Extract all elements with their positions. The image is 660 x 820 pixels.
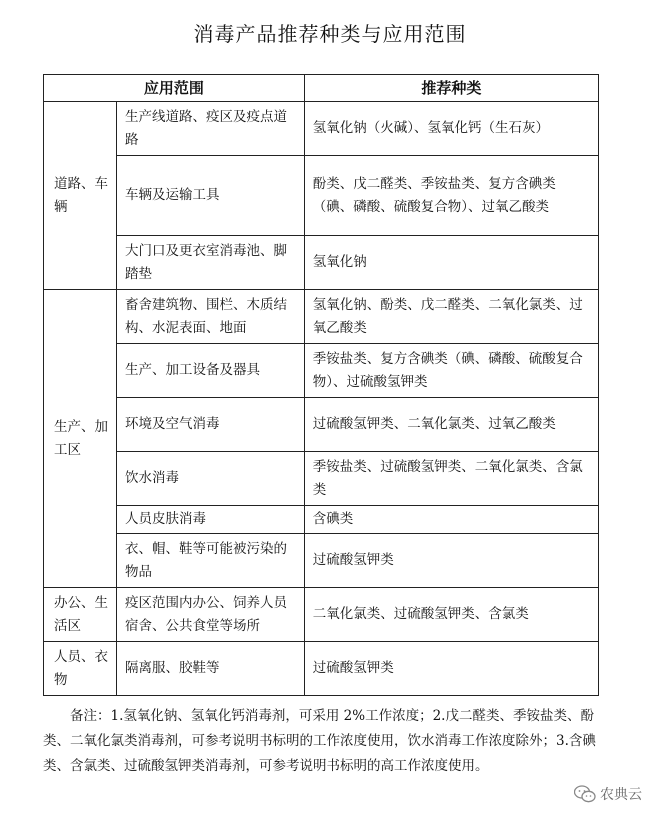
- table-row: [44, 156, 599, 236]
- table-row: [44, 290, 599, 344]
- table-row: [44, 344, 599, 398]
- scope-cell: 隔离服、胶鞋等: [117, 642, 305, 696]
- table-row: [44, 642, 599, 696]
- scope-cell: 人员皮肤消毒: [117, 506, 305, 534]
- kind-cell: 氢氧化钠、酚类、戊二醛类、二氧化氯类、过氧乙酸类: [304, 290, 598, 344]
- header-scope: 应用范围: [44, 75, 305, 102]
- kind-cell: 过硫酸氢钾类: [304, 642, 598, 696]
- kind-cell: 过硫酸氢钾类、二氧化氯类、过氧乙酸类: [304, 398, 598, 452]
- scope-cell: 环境及空气消毒: [117, 398, 305, 452]
- table-row: [44, 102, 599, 156]
- page-title: 消毒产品推荐种类与应用范围: [193, 22, 467, 46]
- kind-cell: 季铵盐类、过硫酸氢钾类、二氧化氯类、含氯类: [304, 452, 598, 506]
- table-row: [44, 588, 599, 642]
- kind-cell: 酚类、戊二醛类、季铵盐类、复方含碘类（碘、磷酸、硫酸复合物）、过氧乙酸类: [304, 156, 598, 236]
- kind-cell: 二氧化氯类、过硫酸氢钾类、含氯类: [304, 588, 598, 642]
- kind-cell: 季铵盐类、复方含碘类（碘、磷酸、硫酸复合物）、过硫酸氢钾类: [304, 344, 598, 398]
- table-row: [44, 398, 599, 452]
- table-row: [44, 506, 599, 534]
- footnote: 备注：1.氢氧化钠、氢氧化钙消毒剂，可采用 2%工作浓度；2.戊二醛类、季铵盐类、酚类、二氧化氯类消毒剂，可参考说明书标明的工作浓度使用，饮水消毒工作浓度除外；3.含碘类、含氯类、过硫酸氢钾类消毒剂，可参考说明书标明的高工作浓度使用。: [43, 708, 596, 774]
- scope-cell: 车辆及运输工具: [117, 156, 305, 236]
- scope-cell: 生产、加工设备及器具: [117, 344, 305, 398]
- scope-cell: 畜舍建筑物、围栏、木质结构、水泥表面、地面: [117, 290, 305, 344]
- category-cell: 生产、加工区: [44, 290, 117, 588]
- table-header-row: [44, 75, 599, 102]
- watermark: [574, 784, 642, 804]
- wechat-icon: [574, 785, 596, 803]
- scope-cell: 疫区范围内办公、饲养人员宿舍、公共食堂等场所: [117, 588, 305, 642]
- category-cell: 人员、衣物: [44, 642, 117, 696]
- kind-cell: 氢氧化钠（火碱）、氢氧化钙（生石灰）: [304, 102, 598, 156]
- disinfectant-table: [43, 74, 599, 696]
- scope-cell: 生产线道路、疫区及疫点道路: [117, 102, 305, 156]
- scope-cell: 大门口及更衣室消毒池、脚踏垫: [117, 236, 305, 290]
- table-row: [44, 236, 599, 290]
- table-row: [44, 452, 599, 506]
- watermark-text: 农典云: [600, 787, 642, 803]
- scope-cell: 衣、帽、鞋等可能被污染的物品: [117, 534, 305, 588]
- table-row: [44, 534, 599, 588]
- category-cell: 道路、车辆: [44, 102, 117, 290]
- kind-cell: 含碘类: [304, 506, 598, 534]
- kind-cell: 氢氧化钠: [304, 236, 598, 290]
- header-kind: 推荐种类: [304, 75, 598, 102]
- scope-cell: 饮水消毒: [117, 452, 305, 506]
- category-cell: 办公、生活区: [44, 588, 117, 642]
- kind-cell: 过硫酸氢钾类: [304, 534, 598, 588]
